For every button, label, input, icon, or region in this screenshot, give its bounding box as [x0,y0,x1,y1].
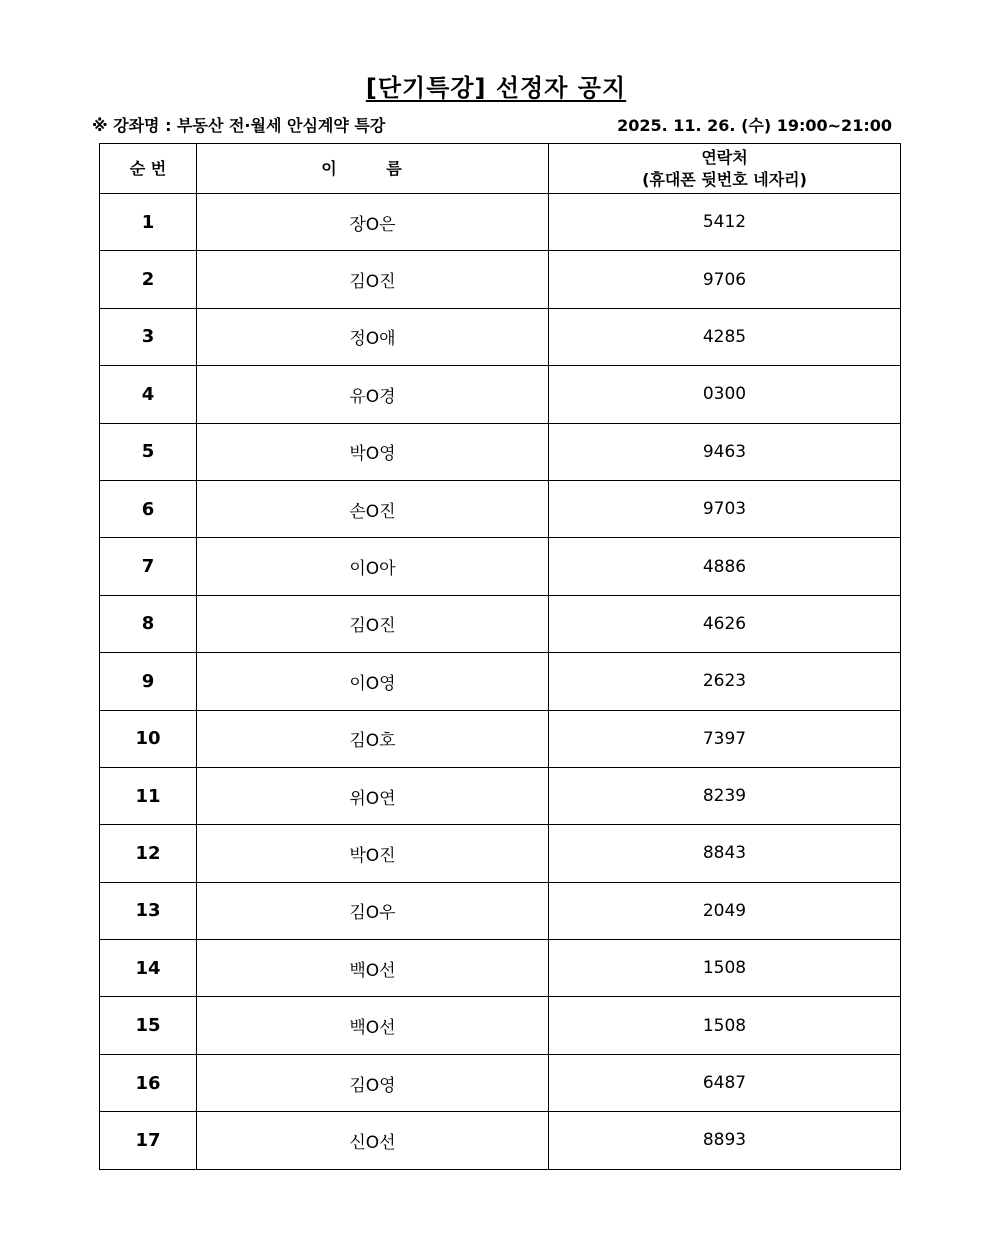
row-name: 백O선 [197,997,549,1054]
table-row [100,595,901,652]
row-name: 백O선 [197,940,549,997]
table-row [100,308,901,365]
header-contact-title: 연락처 [701,147,748,167]
row-phone: 9703 [549,480,901,537]
row-number: 14 [100,940,197,997]
table-row [100,940,901,997]
row-number: 3 [100,308,197,365]
row-phone: 8843 [549,825,901,882]
table-row [100,366,901,423]
row-name: 장O은 [197,194,549,251]
page-title [0,68,992,103]
row-number: 5 [100,423,197,480]
table-row [100,251,901,308]
row-phone: 2049 [549,882,901,939]
table-row [100,767,901,824]
table-row [100,1054,901,1111]
row-phone: 4285 [549,308,901,365]
row-phone: 9706 [549,251,901,308]
row-name: 위O연 [197,767,549,824]
header-contact [549,144,901,194]
row-name: 박O영 [197,423,549,480]
row-number: 12 [100,825,197,882]
row-name: 이O영 [197,653,549,710]
row-phone: 2623 [549,653,901,710]
row-number: 15 [100,997,197,1054]
course-info-line [92,113,892,137]
row-name: 손O진 [197,480,549,537]
table-row [100,882,901,939]
table-row [100,653,901,710]
row-name: 김O영 [197,1054,549,1111]
row-number: 10 [100,710,197,767]
row-number: 16 [100,1054,197,1111]
row-number: 9 [100,653,197,710]
row-phone: 9463 [549,423,901,480]
table-row [100,480,901,537]
table-row [100,1112,901,1169]
row-phone: 0300 [549,366,901,423]
row-phone: 1508 [549,940,901,997]
selection-table [99,143,901,1170]
row-name: 김O우 [197,882,549,939]
table-header-row [100,144,901,194]
table-row [100,423,901,480]
row-phone: 7397 [549,710,901,767]
table-row [100,194,901,251]
table-row [100,538,901,595]
header-contact-subtitle: (휴대폰 뒷번호 네자리) [642,169,807,189]
course-datetime: 2025. 11. 26. (수) 19:00~21:00 [617,116,892,135]
row-number: 11 [100,767,197,824]
row-name: 정O애 [197,308,549,365]
row-name: 유O경 [197,366,549,423]
course-name: ※ 강좌명 : 부동산 전·월세 안심계약 특강 [92,116,386,135]
row-number: 1 [100,194,197,251]
table-row [100,710,901,767]
row-phone: 5412 [549,194,901,251]
table-row [100,997,901,1054]
row-name: 박O진 [197,825,549,882]
row-name: 이O아 [197,538,549,595]
row-phone: 1508 [549,997,901,1054]
title-text: [단기특강] 선정자 공지 [365,74,627,102]
header-number: 순 번 [100,144,197,194]
row-number: 4 [100,366,197,423]
row-name: 김O진 [197,251,549,308]
row-number: 6 [100,480,197,537]
row-number: 2 [100,251,197,308]
row-name: 신O선 [197,1112,549,1169]
row-number: 17 [100,1112,197,1169]
row-phone: 4626 [549,595,901,652]
row-number: 13 [100,882,197,939]
row-number: 7 [100,538,197,595]
row-name: 김O진 [197,595,549,652]
header-name: 이 름 [197,144,549,194]
row-name: 김O호 [197,710,549,767]
row-number: 8 [100,595,197,652]
row-phone: 8239 [549,767,901,824]
row-phone: 6487 [549,1054,901,1111]
row-phone: 8893 [549,1112,901,1169]
row-phone: 4886 [549,538,901,595]
table-row [100,825,901,882]
